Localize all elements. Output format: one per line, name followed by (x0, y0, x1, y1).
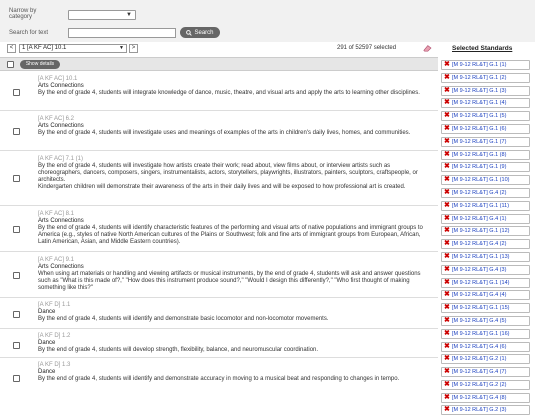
remove-icon[interactable]: ✖ (444, 342, 450, 350)
selected-standard-item (441, 150, 530, 160)
pagination-bar (0, 43, 438, 54)
selected-standard-item (441, 380, 530, 390)
selected-standard-item (441, 60, 530, 70)
remove-icon[interactable]: ✖ (444, 406, 450, 413)
search-button-label: Search (194, 29, 214, 36)
standard-code: [A KF AC] 6.2 (38, 116, 75, 122)
remove-icon[interactable]: ✖ (444, 278, 450, 286)
row-checkbox[interactable] (13, 342, 20, 349)
selected-standard-link[interactable]: [M 9-12 RL&T] G.4 (2) (452, 190, 507, 196)
selected-standards-title: Selected Standards (452, 45, 513, 52)
row-checkbox[interactable] (13, 311, 20, 318)
selected-standard-link[interactable]: [M 9-12 RL&T] G.4 (2) (452, 241, 507, 248)
standard-category: Arts Connections (38, 218, 84, 224)
remove-icon[interactable]: ✖ (444, 240, 450, 248)
list-item (0, 252, 438, 298)
selected-standard-item (441, 111, 530, 121)
category-label: Narrow by category (9, 8, 37, 20)
list-header (0, 57, 438, 71)
filter-panel (0, 0, 535, 42)
selected-standard-item (441, 86, 530, 96)
selected-standard-link[interactable]: [M 9-12 RL&T] G.1 (14) (452, 279, 510, 286)
standard-description-note: Kindergarten children will demonstrate their awareness of the arts in their daily lives and will be exposed to how professional art is created. (38, 184, 406, 190)
remove-icon[interactable]: ✖ (444, 176, 450, 184)
standard-description: By the end of grade 4, students will identify and demonstrate basic locomotor and non-locomotor movements. (38, 316, 329, 322)
search-label: Search for text (9, 30, 49, 36)
remove-icon[interactable]: ✖ (444, 304, 450, 312)
standard-description: By the end of grade 4, students will investigate how artists create their work; read about, view films about, or interview artists such as choreographers, dancers, composers, singers, instrumentalists, actors, storytellers, playwrights, illustrators, painters, sculptors, craftspeople, or architects. (38, 163, 418, 183)
remove-icon[interactable]: ✖ (444, 189, 450, 196)
remove-icon[interactable]: ✖ (444, 227, 450, 235)
remove-icon[interactable]: ✖ (444, 368, 450, 376)
selected-standard-link[interactable]: [M 9-12 RL&T] G.1 (10) (452, 177, 510, 184)
selected-standard-link[interactable]: [M 9-12 RL&T] G.2 (1) (452, 356, 507, 363)
selected-standard-item (441, 239, 530, 249)
selected-standard-item (441, 137, 530, 147)
standard-code: [A KF AC] 7.1 (1) (38, 156, 84, 162)
list-item (0, 329, 438, 358)
selected-standard-link[interactable]: [M 9-12 RL&T] G.2 (3) (452, 407, 507, 413)
search-icon (186, 30, 192, 36)
remove-icon[interactable]: ✖ (444, 214, 450, 222)
selected-standard-item (441, 278, 530, 288)
selected-standard-item (441, 265, 530, 275)
selected-standard-link[interactable]: [M 9-12 RL&T] G.1 (11) (452, 202, 510, 209)
selected-standard-item (441, 329, 530, 339)
standard-code: [A KF D] 1.2 (38, 333, 71, 339)
selected-standard-item (441, 405, 530, 415)
standard-description: By the end of grade 4, students will identify characteristic features of the performing and visual arts of native populations and immigrant groups to America (e.g., styles of native North American cultures of the Plains or Southwest; folk and fine arts of immigrant groups from European, African, Latin American, Asian, and Middle Eastern countries). (38, 225, 423, 245)
standard-category: Arts Connections (38, 83, 84, 89)
selected-standard-item (441, 124, 530, 134)
remove-icon[interactable]: ✖ (444, 201, 450, 209)
remove-icon[interactable]: ✖ (444, 125, 450, 132)
row-checkbox[interactable] (13, 272, 20, 279)
remove-icon[interactable]: ✖ (444, 163, 450, 171)
remove-icon[interactable]: ✖ (444, 355, 450, 363)
eraser-icon[interactable] (422, 44, 432, 52)
standard-description: When using art materials or handling and viewing artifacts or musical instruments, by the end of grade 4, students will ask and answer questions such as "What is this made of?," "How does this instrument produce sound?," "Would I design this differently?," "Who first thought of making something like this?" (38, 271, 421, 291)
selected-standard-link[interactable]: [M 9-12 RL&T] G.1 (4) (452, 100, 507, 107)
selected-count: 291 of 52597 selected (337, 45, 397, 51)
remove-icon[interactable]: ✖ (444, 317, 450, 324)
selected-standard-link[interactable]: [M 9-12 RL&T] G.1 (16) (452, 330, 510, 337)
remove-icon[interactable]: ✖ (444, 253, 450, 260)
list-item (0, 358, 438, 398)
row-checkbox[interactable] (13, 226, 20, 233)
standard-category: Arts Connections (38, 123, 84, 129)
prev-page-button[interactable]: < (7, 44, 16, 53)
selected-standard-link[interactable]: [M 9-12 RL&T] G.4 (8) (452, 394, 507, 401)
standard-code: [A KF D] 1.3 (38, 362, 71, 368)
remove-icon[interactable]: ✖ (444, 137, 450, 145)
list-item (0, 151, 438, 206)
next-page-button[interactable]: > (129, 44, 138, 53)
selected-standard-item (441, 342, 530, 352)
selected-standard-link[interactable]: [M 9-12 RL&T] G.4 (7) (452, 369, 507, 376)
selected-standard-item (441, 367, 530, 377)
remove-icon[interactable]: ✖ (444, 381, 450, 388)
remove-icon[interactable]: ✖ (444, 393, 450, 401)
row-checkbox[interactable] (13, 375, 20, 382)
selected-standard-link[interactable]: [M 9-12 RL&T] G.4 (4) (452, 292, 507, 299)
remove-icon[interactable]: ✖ (444, 112, 450, 120)
standard-code: [A KF AC] 9.1 (38, 257, 75, 263)
selected-standard-item (441, 226, 530, 236)
chevron-down-icon: ▼ (126, 12, 132, 18)
selected-standard-link[interactable]: [M 9-12 RL&T] G.1 (12) (452, 228, 510, 235)
page-select-value: 1 [A KF AC] 10.1 (22, 45, 67, 51)
selected-standard-link[interactable]: [M 9-12 RL&T] G.1 (7) (452, 138, 507, 145)
selected-standard-link[interactable]: [M 9-12 RL&T] G.1 (1) (452, 62, 507, 68)
standard-description: By the end of grade 4, students will integrate knowledge of dance, music, theatre, and visual arts and apply the arts to learning other disciplines. (38, 90, 420, 96)
selected-standard-link[interactable]: [M 9-12 RL&T] G.4 (6) (452, 343, 507, 350)
standards-list (0, 72, 438, 398)
selected-standard-item (441, 316, 530, 326)
category-select[interactable] (68, 10, 136, 20)
standard-description: By the end of grade 4, students will develop strength, flexibility, balance, and neuromuscular coordination. (38, 347, 319, 353)
list-item (0, 72, 438, 111)
selected-standard-link[interactable]: [M 9-12 RL&T] G.1 (2) (452, 74, 507, 81)
show-details-button[interactable]: Show details (20, 60, 60, 69)
selected-standard-item (441, 98, 530, 108)
standard-category: Dance (38, 340, 56, 346)
selected-standard-link[interactable]: [M 9-12 RL&T] G.1 (5) (452, 113, 507, 120)
selected-standard-link[interactable]: [M 9-12 RL&T] G.1 (9) (452, 164, 507, 171)
select-all-checkbox[interactable] (7, 61, 14, 68)
remove-icon[interactable]: ✖ (444, 150, 450, 158)
standard-code: [A KF AC] 8.1 (38, 211, 75, 217)
selected-standard-link[interactable]: [M 9-12 RL&T] G.1 (8) (452, 151, 507, 158)
selected-standard-item (441, 354, 530, 364)
remove-icon[interactable]: ✖ (444, 329, 450, 337)
standard-description: By the end of grade 4, students will investigate uses and meanings of examples of the arts in children's daily lives, homes, and communities. (38, 130, 411, 136)
remove-icon[interactable]: ✖ (444, 99, 450, 107)
remove-icon[interactable]: ✖ (444, 73, 450, 81)
standard-code: [A KF D] 1.1 (38, 302, 71, 308)
standard-category: Arts Connections (38, 264, 84, 270)
selected-standard-link[interactable]: [M 9-12 RL&T] G.1 (6) (452, 126, 507, 132)
page-select[interactable] (19, 44, 127, 53)
chevron-down-icon: ▼ (119, 45, 124, 51)
list-item (0, 206, 438, 252)
remove-icon[interactable]: ✖ (444, 291, 450, 299)
selected-standard-item (441, 201, 530, 211)
selected-standard-item (441, 393, 530, 403)
selected-standard-item (441, 162, 530, 172)
list-item (0, 111, 438, 151)
selected-standard-item (441, 175, 530, 185)
search-button[interactable] (180, 27, 220, 38)
standard-category: Dance (38, 309, 56, 315)
selected-standard-item (441, 214, 530, 224)
selected-standard-link[interactable]: [M 9-12 RL&T] G.4 (1) (452, 215, 507, 222)
row-checkbox[interactable] (13, 128, 20, 135)
remove-icon[interactable]: ✖ (444, 265, 450, 273)
selected-standard-item (441, 252, 530, 262)
selected-standard-link[interactable]: [M 9-12 RL&T] G.1 (13) (452, 254, 510, 260)
row-checkbox[interactable] (13, 89, 20, 96)
remove-icon[interactable]: ✖ (444, 61, 450, 68)
selected-standard-item (441, 290, 530, 300)
remove-icon[interactable]: ✖ (444, 86, 450, 94)
selected-standard-item (441, 303, 530, 313)
selected-standard-item (441, 73, 530, 83)
selected-standard-link[interactable]: [M 9-12 RL&T] G.2 (2) (452, 382, 507, 388)
selected-standard-item (441, 188, 530, 198)
standard-category: Dance (38, 369, 56, 375)
list-item (0, 298, 438, 329)
row-checkbox[interactable] (13, 175, 20, 182)
search-input[interactable] (68, 28, 176, 38)
selected-standard-link[interactable]: [M 9-12 RL&T] G.1 (3) (452, 87, 507, 94)
standard-description: By the end of grade 4, students will identify and demonstrate accuracy in moving to a musical beat and responding to changes in tempo. (38, 376, 400, 382)
selected-standard-link[interactable]: [M 9-12 RL&T] G.4 (5) (452, 318, 507, 324)
standard-code: [A KF AC] 10.1 (38, 76, 78, 82)
selected-standard-link[interactable]: [M 9-12 RL&T] G.4 (3) (452, 266, 507, 273)
selected-standard-link[interactable]: [M 9-12 RL&T] G.1 (15) (452, 305, 510, 312)
